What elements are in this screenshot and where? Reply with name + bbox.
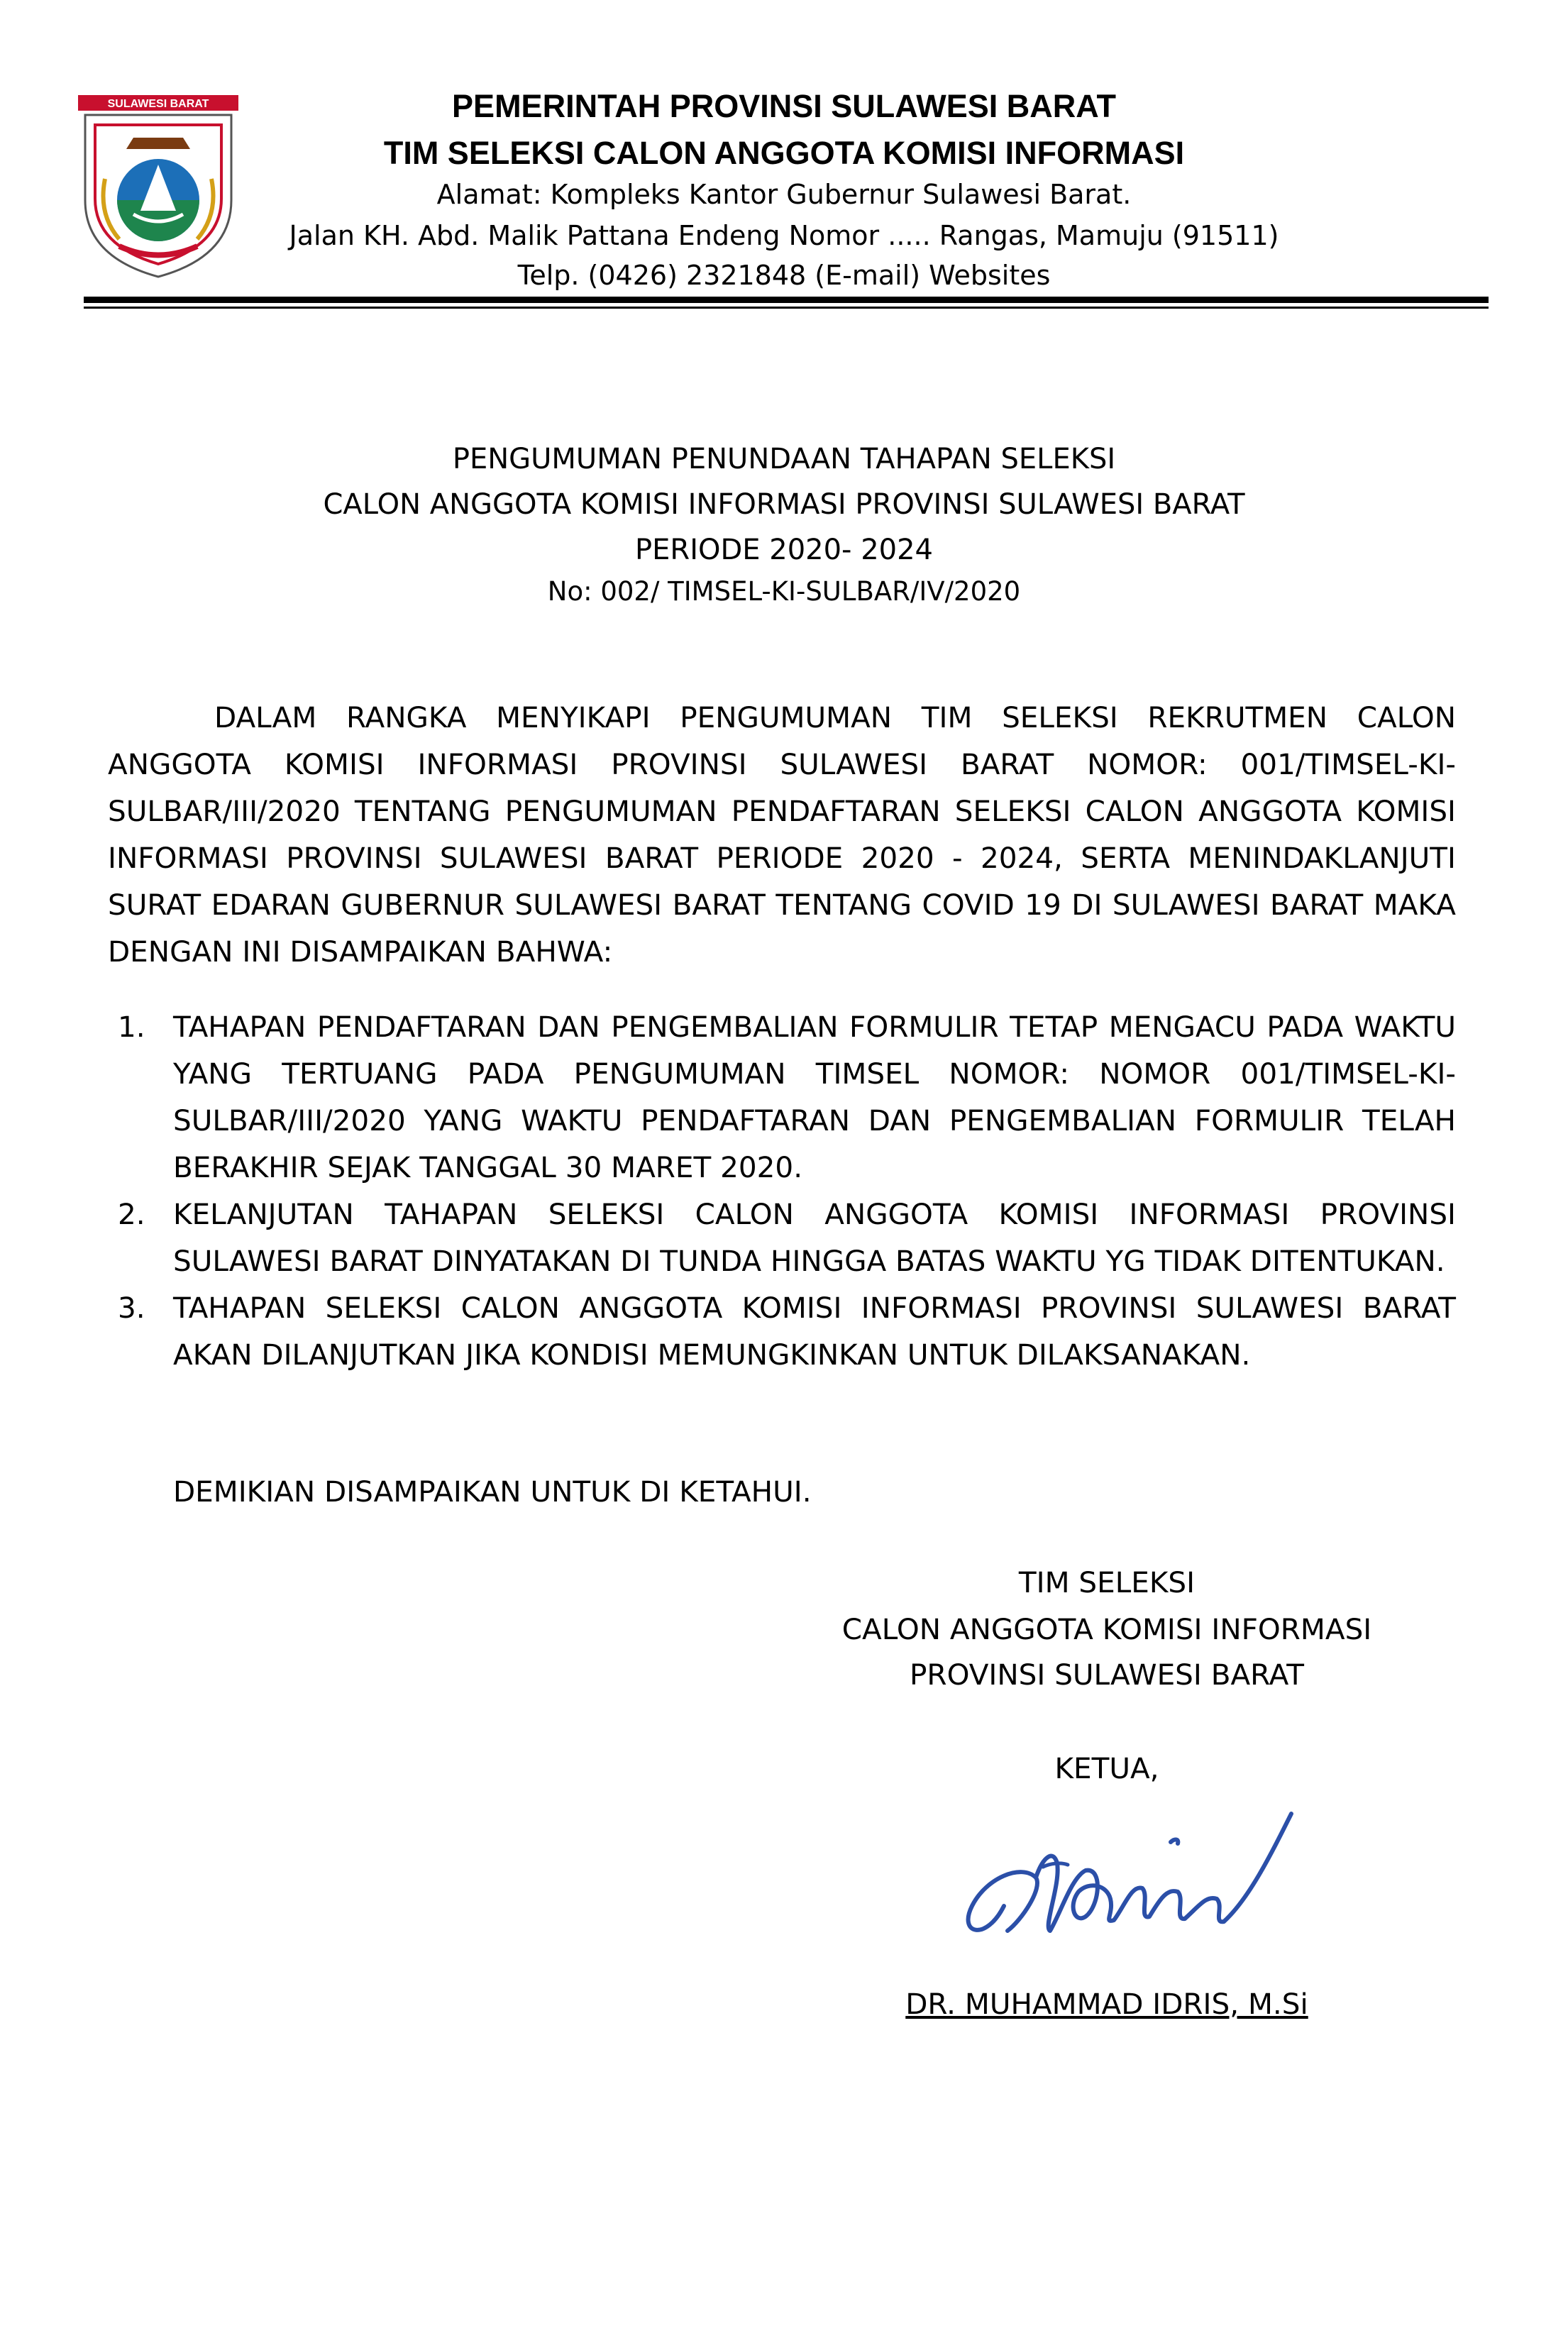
announcement-points-list <box>108 1003 1456 1378</box>
list-item-text: KELANJUTAN TAHAPAN SELEKSI CALON ANGGOTA KOMISI INFORMASI PROVINSI SULAWESI BARAT DINYATAKAN DI TUNDA HINGGA BATAS WAKTU YG TIDAK DITENTUKAN. <box>173 1197 1456 1278</box>
letterhead-address-line-1: Alamat: Kompleks Kantor Gubernur Sulawesi Barat. <box>436 179 1132 210</box>
list-item <box>108 1003 1456 1191</box>
signatory-province: PROVINSI SULAWESI BARAT <box>910 1658 1304 1692</box>
list-item-text: TAHAPAN PENDAFTARAN DAN PENGEMBALIAN FORMULIR TETAP MENGACU PADA WAKTU YANG TERTUANG PADA PENGUMUMAN TIMSEL NOMOR: NOMOR 001/TIMSEL-KI-SULBAR/III/2020 YANG WAKTU PENDAFTARAN DAN PENGEMBALIAN FORMULIR TELAH BERAKHIR SEJAK TANGGAL 30 MARET 2020. <box>173 1010 1456 1184</box>
announcement-title-line-1: PENGUMUMAN PENUNDAAN TAHAPAN SELEKSI <box>452 443 1116 475</box>
signatory-role: KETUA, <box>1054 1751 1159 1785</box>
signatory-committee-detail: CALON ANGGOTA KOMISI INFORMASI <box>841 1612 1372 1646</box>
letterhead-committee-name: TIM SELEKSI CALON ANGGOTA KOMISI INFORMASI <box>383 135 1185 171</box>
closing-statement: DEMIKIAN DISAMPAIKAN UNTUK DI KETAHUI. <box>173 1475 812 1509</box>
list-item <box>108 1284 1456 1378</box>
letterhead-government-name: PEMERINTAH PROVINSI SULAWESI BARAT <box>452 88 1116 124</box>
announcement-title-line-2: CALON ANGGOTA KOMISI INFORMASI PROVINSI SULAWESI BARAT <box>323 488 1245 521</box>
letterhead-divider-thin <box>84 307 1489 309</box>
signatory-name: DR. MUHAMMAD IDRIS, M.Si <box>905 1987 1308 2021</box>
list-item-number: 2. <box>118 1197 145 1231</box>
letterhead-contact-line: Telp. (0426) 2321848 (E-mail) Websites <box>517 260 1051 291</box>
announcement-number: No: 002/ TIMSEL-KI-SULBAR/IV/2020 <box>547 576 1021 607</box>
list-item-number: 3. <box>118 1291 145 1325</box>
letterhead-divider-thick <box>84 297 1489 303</box>
signatory-committee: TIM SELEKSI <box>1018 1565 1196 1599</box>
handwritten-signature <box>937 1800 1305 1977</box>
announcement-period: PERIODE 2020- 2024 <box>635 534 933 566</box>
logo-banner-text: SULAWESI BARAT <box>107 98 209 110</box>
list-item-text: TAHAPAN SELEKSI CALON ANGGOTA KOMISI INFORMASI PROVINSI SULAWESI BARAT AKAN DILANJUTKAN JIKA KONDISI MEMUNGKINKAN UNTUK DILAKSANAKAN. <box>173 1291 1456 1372</box>
list-item <box>108 1191 1456 1284</box>
list-item-number: 1. <box>118 1010 145 1044</box>
intro-paragraph: DALAM RANGKA MENYIKAPI PENGUMUMAN TIM SELEKSI REKRUTMEN CALON ANGGOTA KOMISI INFORMASI PROVINSI SULAWESI BARAT NOMOR: 001/TIMSEL-KI-SULBAR/III/2020 TENTANG PENGUMUMAN PENDAFTARAN SELEKSI CALON ANGGOTA KOMISI INFORMASI PROVINSI SULAWESI BARAT PERIODE 2020 - 2024, SERTA MENINDAKLANJUTI SURAT EDARAN GUBERNUR SULAWESI BARAT TENTANG COVID 19 DI SULAWESI BARAT MAKA DENGAN INI DISAMPAIKAN BAHWA: <box>108 700 1456 969</box>
letterhead-address-line-2: Jalan KH. Abd. Malik Pattana Endeng Nomor ..... Rangas, Mamuju (91511) <box>289 220 1279 251</box>
